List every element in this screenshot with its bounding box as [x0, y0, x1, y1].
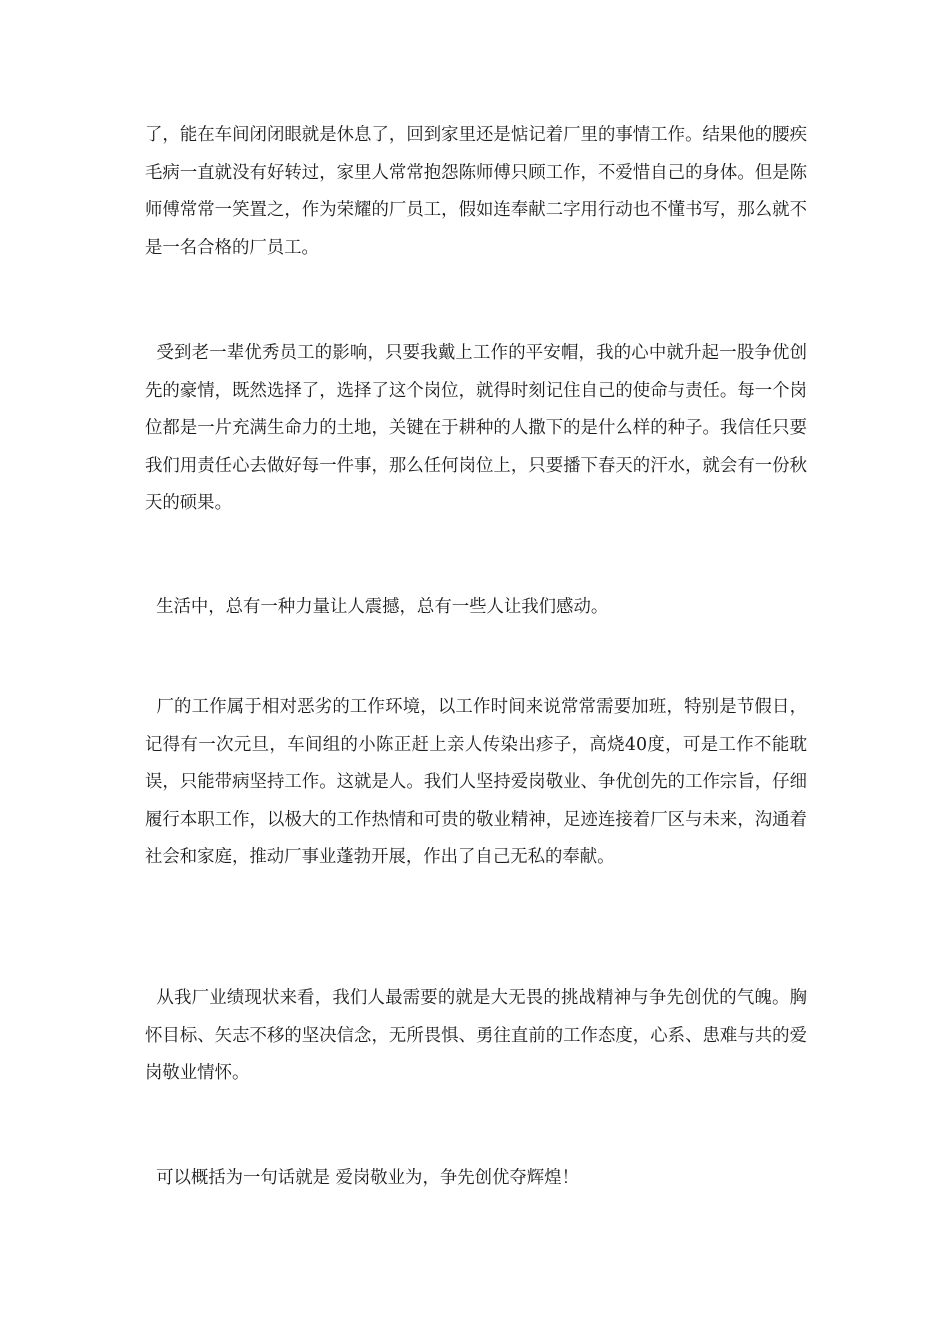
paragraph-6: 可以概括为一句话就是 爱岗敬业为，争先创优夺辉煌！	[145, 1168, 579, 1188]
paragraph-4: 厂的工作属于相对恶劣的工作环境，以工作时间来说常常需要加班，特别是节假日，记得有一次元旦，车间组的小陈正赶上亲人传染出疹子，高烧40度，可是工作不能耽误，只能带病坚持工作。这就是人。我们人坚持爱岗敬业、争优创先的工作宗旨，仔细履行本职工作，以极大的工作热情和可贵的敬业精神，足迹连接着厂区与未来，沟通着社会和家庭，推动厂事业蓬勃开展，作出了自己无私的奉献。	[145, 697, 807, 867]
paragraph-5: 从我厂业绩现状来看，我们人最需要的就是大无畏的挑战精神与争先创优的气魄。胸怀目标、矢志不移的坚决信念，无所畏惧、勇往直前的工作态度，心系、患难与共的爱岗敬业情怀。	[145, 988, 807, 1083]
paragraph-3: 生活中，总有一种力量让人震撼，总有一些人让我们感动。	[145, 597, 609, 617]
paragraph-1: 了，能在车间闭闭眼就是休息了，回到家里还是惦记着厂里的事情工作。结果他的腰疾毛病一直就没有好转过，家里人常常抱怨陈师傅只顾工作，不爱惜自己的身体。但是陈师傅常常一笑置之，作为荣耀的厂员工，假如连奉献二字用行动也不懂书写，那么就不是一名合格的厂员工。	[145, 125, 807, 258]
paragraph-2: 受到老一辈优秀员工的影响，只要我戴上工作的平安帽，我的心中就升起一股争优创先的豪情，既然选择了，选择了这个岗位，就得时刻记住自己的使命与责任。每一个岗位都是一片充满生命力的土地，关键在于耕种的人撒下的是什么样的种子。我信任只要我们用责任心去做好每一件事，那么任何岗位上，只要播下春天的汗水，就会有一份秋天的硕果。	[145, 343, 807, 513]
